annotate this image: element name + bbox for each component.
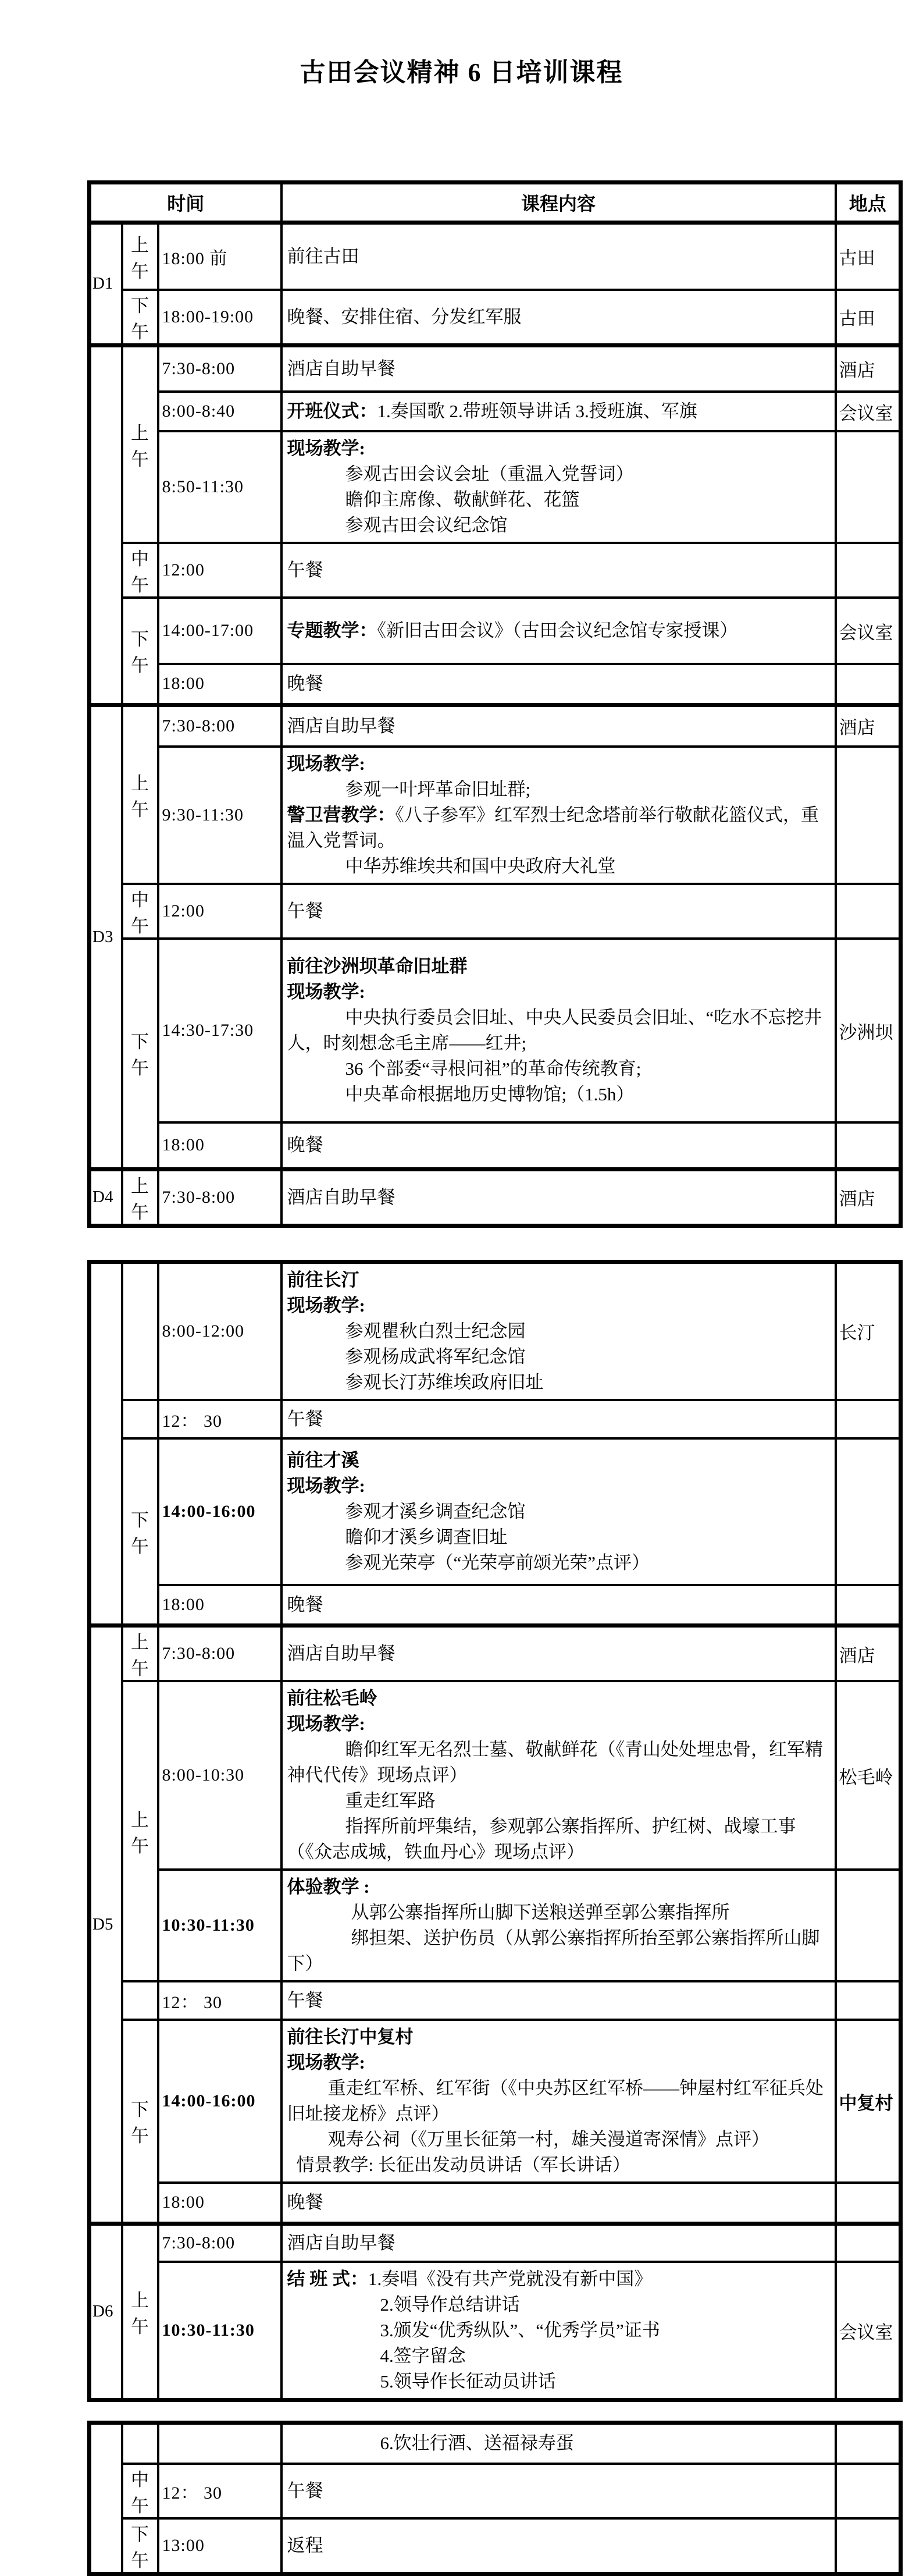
time-cell: 12： 30 bbox=[158, 1400, 281, 1438]
content-line: 专题教学：《新旧古田会议》（古田会议纪念馆专家授课） bbox=[287, 620, 738, 641]
content-line: 前往松毛岭 bbox=[287, 1688, 377, 1708]
content-line: 晚餐 bbox=[287, 1135, 323, 1156]
content-cell bbox=[281, 1438, 836, 1585]
schedule-table-2 bbox=[87, 1260, 903, 2403]
content-line: 2.领导作总结讲话 bbox=[380, 2294, 520, 2315]
table-row bbox=[90, 290, 901, 346]
content-cell bbox=[281, 2020, 836, 2183]
content-cell bbox=[281, 705, 836, 747]
content-line: 现场教学: bbox=[287, 1714, 365, 1734]
noon-cell: 上午 bbox=[122, 705, 158, 884]
content-line: 午餐 bbox=[287, 1990, 323, 2010]
content-line-lead: 警卫营教学： bbox=[287, 805, 395, 825]
noon-cell: 上午 bbox=[122, 1681, 158, 1981]
noon-cell bbox=[122, 1400, 158, 1438]
noon-cell: 下午 bbox=[122, 2518, 158, 2574]
page-title: 古田会议精神 6 日培训课程 bbox=[300, 58, 623, 87]
content-line-lead: 开班仪式： bbox=[287, 401, 377, 421]
day-cell bbox=[90, 1262, 122, 1626]
time-cell: 18:00 bbox=[158, 1585, 281, 1626]
content-line: 现场教学: bbox=[287, 2052, 365, 2073]
content-line: 前往才溪 bbox=[287, 1449, 359, 1470]
noon-cell: 下午 bbox=[122, 2020, 158, 2223]
noon-cell: 上午 bbox=[122, 345, 158, 543]
table-row bbox=[90, 223, 901, 290]
noon-cell: 上午 bbox=[122, 223, 158, 290]
content-line: 参观瞿秋白烈士纪念园 bbox=[345, 1320, 526, 1341]
noon-cell bbox=[122, 2423, 158, 2464]
content-line: 瞻仰主席像、敬献鲜花、花篮 bbox=[345, 489, 580, 510]
content-line: 瞻仰红军无名烈士墓、敬献鲜花（《青山处处埋忠骨，红军精神代代传》现场点评） bbox=[287, 1739, 823, 1785]
content-line: 酒店自助早餐 bbox=[287, 1186, 395, 1207]
time-cell: 8:00-8:40 bbox=[158, 392, 281, 431]
table-row bbox=[90, 2223, 901, 2262]
col-header-content: 课程内容 bbox=[281, 183, 836, 223]
time-cell: 12： 30 bbox=[158, 2464, 281, 2518]
location-cell bbox=[836, 1870, 901, 1981]
content-line: 体验教学 : bbox=[287, 1877, 370, 1897]
day-cell: D5 bbox=[90, 1626, 122, 2224]
table-row bbox=[90, 705, 901, 747]
location-cell bbox=[836, 1122, 901, 1169]
table-row bbox=[90, 1585, 901, 1626]
day-cell: D3 bbox=[90, 705, 122, 1169]
location-cell bbox=[836, 1400, 901, 1438]
time-cell: 18:00-19:00 bbox=[158, 290, 281, 346]
schedule-table-1 bbox=[87, 180, 903, 1228]
content-line: 从郭公寨指挥所山脚下送粮送弹至郭公寨指挥所 bbox=[351, 1902, 730, 1923]
table-row bbox=[90, 2020, 901, 2183]
content-line: 现场教学: bbox=[287, 982, 365, 1002]
noon-cell: 中午 bbox=[122, 884, 158, 939]
location-cell bbox=[836, 431, 901, 543]
time-cell: 18:00 bbox=[158, 664, 281, 705]
content-line-lead: 结 班 式： bbox=[287, 2269, 368, 2289]
content-cell bbox=[281, 345, 836, 392]
content-line: 晚餐 bbox=[287, 673, 323, 694]
schedule-tables bbox=[87, 180, 899, 2576]
table-row bbox=[90, 2183, 901, 2223]
content-cell bbox=[281, 2183, 836, 2223]
noon-cell: 中午 bbox=[122, 2464, 158, 2518]
content-line: 5.领导作长征动员讲话 bbox=[380, 2371, 556, 2392]
location-cell: 中复村 bbox=[836, 2020, 901, 2183]
content-line: 参观长汀苏维埃政府旧址 bbox=[345, 1372, 544, 1392]
content-cell bbox=[281, 1626, 836, 1682]
location-cell bbox=[836, 543, 901, 598]
content-line: 晚餐 bbox=[287, 2192, 323, 2213]
location-cell: 酒店 bbox=[836, 1626, 901, 1682]
content-line: 36 个部委“寻根问祖”的革命传统教育; bbox=[345, 1058, 642, 1079]
content-line-lead: 专题教学： bbox=[287, 620, 377, 641]
content-line: 中央执行委员会旧址、中央人民委员会旧址、“吃水不忘挖井人，时刻想念毛主席——红井; bbox=[287, 1007, 822, 1053]
content-cell bbox=[281, 392, 836, 431]
time-cell: 12： 30 bbox=[158, 1981, 281, 2020]
table-row bbox=[90, 884, 901, 939]
content-line: 前往长汀中复村 bbox=[287, 2027, 414, 2047]
content-line: 警卫营教学：《八子参军》红军烈士纪念塔前举行敬献花篮仪式，重温入党誓词。 bbox=[287, 805, 819, 851]
location-cell bbox=[836, 747, 901, 884]
col-header-time: 时间 bbox=[90, 183, 281, 223]
location-cell bbox=[836, 664, 901, 705]
table-row bbox=[90, 2423, 901, 2464]
location-cell bbox=[836, 2183, 901, 2223]
location-cell bbox=[836, 884, 901, 939]
schedule-table-3 bbox=[87, 2421, 903, 2576]
time-cell: 7:30-8:00 bbox=[158, 2223, 281, 2262]
location-cell: 会议室 bbox=[836, 392, 901, 431]
content-line: 酒店自助早餐 bbox=[287, 715, 395, 736]
content-line: 前往长汀 bbox=[287, 1269, 359, 1290]
table-row bbox=[90, 598, 901, 664]
table-row bbox=[90, 747, 901, 884]
content-cell bbox=[281, 1981, 836, 2020]
time-cell: 13:00 bbox=[158, 2518, 281, 2574]
content-line: 返程 bbox=[287, 2535, 323, 2556]
time-cell: 18:00 前 bbox=[158, 223, 281, 290]
content-line: 4.签字留念 bbox=[380, 2346, 466, 2366]
content-cell bbox=[281, 1681, 836, 1870]
content-line: 现场教学: bbox=[287, 1295, 365, 1316]
content-line: 指挥所前坪集结，参观郭公寨指挥所、护红树、战壕工事（《众志成城，铁血丹心》现场点评） bbox=[287, 1816, 796, 1862]
location-cell: 会议室 bbox=[836, 2262, 901, 2400]
table-row bbox=[90, 1438, 901, 1585]
noon-cell: 下午 bbox=[122, 1438, 158, 1626]
noon-cell: 下午 bbox=[122, 939, 158, 1169]
time-cell: 8:00-12:00 bbox=[158, 1262, 281, 1400]
content-cell bbox=[281, 1400, 836, 1438]
location-cell bbox=[836, 2423, 901, 2464]
location-cell bbox=[836, 2223, 901, 2262]
content-cell bbox=[281, 1585, 836, 1626]
day-cell bbox=[90, 2423, 122, 2574]
time-cell: 12:00 bbox=[158, 543, 281, 598]
content-line: 现场教学: bbox=[287, 1475, 365, 1496]
table-row bbox=[90, 345, 901, 392]
location-cell bbox=[836, 1981, 901, 2020]
content-line: 重走红军桥、红军街（《中央苏区红军桥——钟屋村红军征兵处旧址接龙桥》点评） bbox=[287, 2078, 824, 2124]
content-cell bbox=[281, 1122, 836, 1169]
col-header-location: 地点 bbox=[836, 183, 901, 223]
location-cell: 长汀 bbox=[836, 1262, 901, 1400]
location-cell bbox=[836, 2518, 901, 2574]
time-cell: 14:30-17:30 bbox=[158, 939, 281, 1122]
time-cell: 7:30-8:00 bbox=[158, 345, 281, 392]
day-cell: D6 bbox=[90, 2223, 122, 2400]
table-row bbox=[90, 431, 901, 543]
time-cell: 18:00 bbox=[158, 2183, 281, 2223]
time-cell: 18:00 bbox=[158, 1122, 281, 1169]
table-row bbox=[90, 2518, 901, 2574]
content-line: 6.饮壮行酒、送福禄寿蛋 bbox=[380, 2433, 574, 2454]
noon-cell: 下午 bbox=[122, 290, 158, 346]
content-line: 3.颁发“优秀纵队”、“优秀学员”证书 bbox=[380, 2320, 660, 2340]
table-row bbox=[90, 1122, 901, 1169]
content-cell bbox=[281, 598, 836, 664]
content-cell bbox=[281, 747, 836, 884]
content-line: 重走红军路 bbox=[345, 1790, 436, 1811]
day-cell: D4 bbox=[90, 1169, 122, 1225]
table-row bbox=[90, 2464, 901, 2518]
table-row bbox=[90, 939, 901, 1122]
content-cell bbox=[281, 2518, 836, 2574]
content-line: 开班仪式：1.奏国歌 2.带班领导讲话 3.授班旗、军旗 bbox=[287, 401, 697, 421]
header-row bbox=[90, 183, 901, 223]
location-cell: 沙洲坝 bbox=[836, 939, 901, 1122]
time-cell: 12:00 bbox=[158, 884, 281, 939]
content-line: 参观一叶坪革命旧址群; bbox=[345, 779, 531, 800]
content-line: 结 班 式：1.奏唱《没有共产党就没有新中国》 bbox=[287, 2269, 653, 2289]
time-cell bbox=[158, 2423, 281, 2464]
content-line: 酒店自助早餐 bbox=[287, 2232, 395, 2253]
content-line: 中央革命根据地历史博物馆;（1.5h） bbox=[345, 1084, 635, 1104]
content-cell bbox=[281, 2423, 836, 2464]
table-row bbox=[90, 664, 901, 705]
noon-cell: 上午 bbox=[122, 2223, 158, 2400]
table-row bbox=[90, 1400, 901, 1438]
time-cell: 8:00-10:30 bbox=[158, 1681, 281, 1870]
table-row bbox=[90, 1981, 901, 2020]
content-line: 参观光荣亭（“光荣亭前颂光荣”点评） bbox=[345, 1552, 650, 1573]
time-cell: 7:30-8:00 bbox=[158, 705, 281, 747]
content-line: 现场教学: bbox=[287, 754, 365, 774]
time-cell: 14:00-16:00 bbox=[158, 1438, 281, 1585]
content-line: 参观才溪乡调查纪念馆 bbox=[345, 1501, 526, 1522]
time-cell: 14:00-17:00 bbox=[158, 598, 281, 664]
day-cell bbox=[90, 345, 122, 705]
time-cell: 10:30-11:30 bbox=[158, 1870, 281, 1981]
content-cell bbox=[281, 1169, 836, 1225]
table-row bbox=[90, 1870, 901, 1981]
table-row bbox=[90, 543, 901, 598]
time-cell: 7:30-8:00 bbox=[158, 1169, 281, 1225]
content-cell bbox=[281, 1870, 836, 1981]
noon-cell: 上午 bbox=[122, 1169, 158, 1225]
content-line: 观寿公祠（《万里长征第一村，雄关漫道寄深情》点评） bbox=[327, 2129, 769, 2149]
content-cell bbox=[281, 884, 836, 939]
content-line: 绑担架、送护伤员（从郭公寨指挥所抬至郭公寨指挥所山脚下） bbox=[287, 1928, 820, 1974]
content-line: 参观杨成武将军纪念馆 bbox=[345, 1346, 526, 1367]
content-cell bbox=[281, 2464, 836, 2518]
noon-cell bbox=[122, 1981, 158, 2020]
content-line: 午餐 bbox=[287, 901, 323, 921]
content-cell bbox=[281, 543, 836, 598]
content-line: 午餐 bbox=[287, 1408, 323, 1429]
table-row bbox=[90, 1262, 901, 1400]
location-cell: 酒店 bbox=[836, 345, 901, 392]
time-cell: 7:30-8:00 bbox=[158, 1626, 281, 1682]
table-row bbox=[90, 392, 901, 431]
content-line: 前往沙洲坝革命旧址群 bbox=[287, 956, 468, 976]
time-cell: 14:00-16:00 bbox=[158, 2020, 281, 2183]
content-line: 酒店自助早餐 bbox=[287, 358, 395, 379]
content-cell bbox=[281, 664, 836, 705]
content-cell bbox=[281, 431, 836, 543]
content-cell bbox=[281, 1262, 836, 1400]
noon-cell: 下午 bbox=[122, 598, 158, 705]
day-cell: D1 bbox=[90, 223, 122, 346]
table-row bbox=[90, 1169, 901, 1225]
location-cell: 会议室 bbox=[836, 598, 901, 664]
content-line: 酒店自助早餐 bbox=[287, 1643, 395, 1664]
content-line: 参观古田会议会址（重温入党誓词） bbox=[345, 464, 634, 484]
location-cell bbox=[836, 1438, 901, 1585]
content-cell bbox=[281, 223, 836, 290]
content-line: 午餐 bbox=[287, 560, 323, 580]
location-cell: 酒店 bbox=[836, 1169, 901, 1225]
table-row bbox=[90, 1681, 901, 1870]
location-cell bbox=[836, 2464, 901, 2518]
table-row bbox=[90, 1626, 901, 1682]
content-line: 中华苏维埃共和国中央政府大礼堂 bbox=[345, 856, 616, 876]
content-line: 现场教学: bbox=[287, 438, 365, 459]
content-line: 晚餐 bbox=[287, 1594, 323, 1615]
content-line: 瞻仰才溪乡调查旧址 bbox=[345, 1526, 508, 1547]
content-line: 参观古田会议纪念馆 bbox=[345, 515, 508, 535]
location-cell: 古田 bbox=[836, 223, 901, 290]
time-cell: 8:50-11:30 bbox=[158, 431, 281, 543]
time-cell: 10:30-11:30 bbox=[158, 2262, 281, 2400]
noon-cell: 上午 bbox=[122, 1626, 158, 1682]
content-line: 午餐 bbox=[287, 2480, 323, 2501]
content-cell bbox=[281, 2262, 836, 2400]
location-cell: 酒店 bbox=[836, 705, 901, 747]
content-line: 晚餐、安排住宿、分发红军服 bbox=[287, 306, 522, 327]
noon-cell bbox=[122, 1262, 158, 1400]
content-line: 前往古田 bbox=[287, 246, 359, 267]
time-cell: 9:30-11:30 bbox=[158, 747, 281, 884]
table-row bbox=[90, 2262, 901, 2400]
location-cell: 古田 bbox=[836, 290, 901, 346]
location-cell bbox=[836, 1585, 901, 1626]
content-cell bbox=[281, 939, 836, 1122]
content-cell bbox=[281, 2223, 836, 2262]
content-cell bbox=[281, 290, 836, 346]
noon-cell: 中午 bbox=[122, 543, 158, 598]
content-line: 情景教学: 长征出发动员讲话（军长讲话） bbox=[296, 2155, 630, 2175]
location-cell: 松毛岭 bbox=[836, 1681, 901, 1870]
